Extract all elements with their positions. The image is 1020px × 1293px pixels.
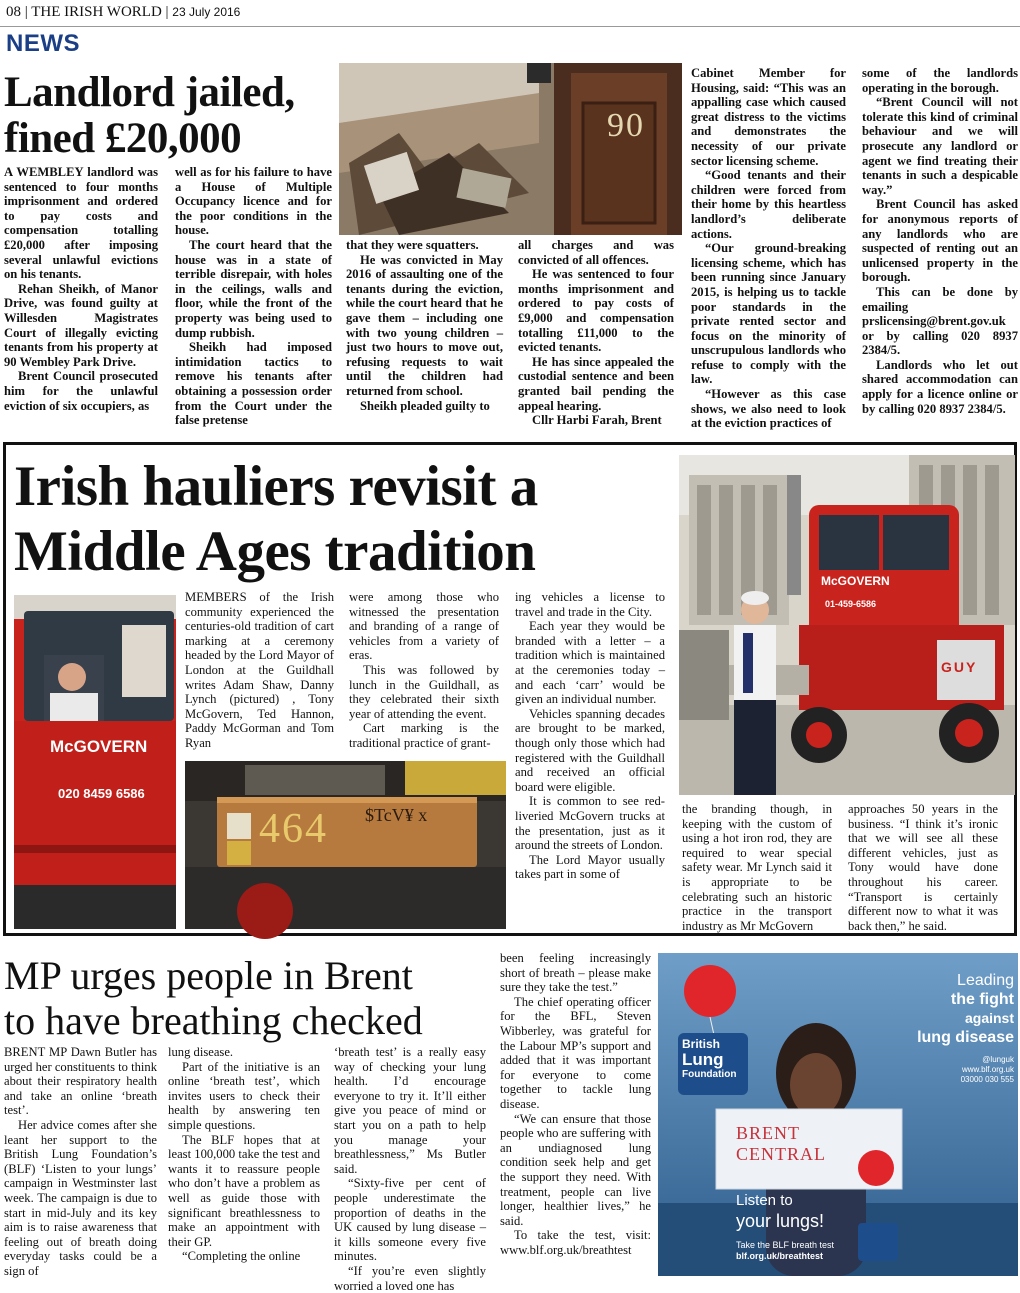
paragraph: MEMBERS of the Irish community experienced the centuries-old tradition of cart marking at a ceremony headed by the Lord Mayor of London at the Guildhall writes Adam Shaw, Danny Lynch (pictured) , Tony McGovern, Ted Hannon, Paddy McGorman and Tom Ryan	[185, 590, 334, 750]
story2-column-5	[848, 802, 998, 933]
story2-headline: Irish hauliers revisit a Middle Ages tradition	[14, 455, 538, 583]
paragraph: lung disease.	[168, 1045, 234, 1059]
truck-company-phone: 020 8459 6586	[58, 786, 145, 801]
truck-livery-phone: 01-459-6586	[825, 599, 877, 609]
page-number: 08	[6, 4, 21, 20]
paragraph: all charges and was convicted of all offences.	[518, 238, 674, 267]
mcgovern-truck-photo	[14, 595, 176, 929]
truck-livery-name: McGOVERN	[821, 574, 890, 588]
poster-campaign-title: Listen to your lungs!	[736, 1192, 825, 1231]
story1-column-5	[691, 66, 846, 431]
paragraph: He was sentenced to four months imprisonment and ordered to pay costs of £9,000 and compensation totalling £11,000 to the evicted tenants.	[518, 267, 674, 355]
paragraph: the branding though, in keeping with the custom of using a hot iron rod, they are required to wear special safety wear. Mr Lynch said it is appropriate to be celebrating such an historic practice in the transport industry as Mr McGovern	[682, 802, 832, 933]
paragraph: that they were squatters.	[346, 238, 479, 252]
story3-column-1	[4, 1045, 157, 1279]
board-art	[185, 761, 506, 929]
section-label: NEWS	[6, 30, 80, 57]
paragraph: A WEMBLEY landlord was sentenced to four months imprisonment and ordered to pay costs and compensation totalling £20,000 after imposing several unlawful evictions on his tenants.	[4, 165, 158, 282]
board-brand-marks: $TcV¥ x	[365, 805, 428, 825]
paragraph: “If you’re even slightly worried a loved one has	[334, 1263, 486, 1293]
blf-campaign-photo	[658, 953, 1018, 1276]
story1-column-6	[862, 66, 1018, 416]
paragraph: approaches 50 years in the business. “I think it’s ironic that we will see all these different vehicles, just as Tony would have done throughout his career. “Transport is certainly different now to what it was back then,” he said.	[848, 802, 998, 933]
paragraph: He was convicted in May 2016 of assaulting one of the tenants during the eviction, while the court heard that he gave them – including one with two young children – just two hours to move out, refusing requests to wait until the children had returned from school.	[346, 252, 503, 398]
paper-name: THE IRISH WORLD	[31, 4, 162, 20]
paragraph: Her advice comes after she leant her support to the British Lung Foundation’s (BLF) ‘Listen to your lungs’ campaign in Westminster last week. The campaign is due to start in mid-July and its key aim is to raise awareness that feeling out of breath doing everyday tasks could be a sign of	[4, 1117, 157, 1278]
poster-contacts: @lunguk www.blf.org.uk 03000 030 555	[960, 1055, 1014, 1084]
paragraph: The BLF hopes that at least 100,000 take the test and wants it to reassure people who don’t have a problem as well as guide those with significant breathlessness to make an appointment with their GP.	[168, 1132, 320, 1249]
story1-column-4	[518, 238, 674, 428]
paragraph: The Lord Mayor usually takes part in some of	[515, 852, 665, 882]
paragraph: “Good tenants and their children were forced from their home by this heartless landlord’s deliberate actions.	[691, 168, 846, 241]
issue-date: 23 July 2016	[172, 5, 241, 19]
paragraph: “Completing the online	[182, 1249, 301, 1264]
eviction-photo-art	[339, 63, 682, 235]
paragraph: It is common to see red-liveried McGovern trucks at the presentation, just as it around the streets of London.	[515, 794, 665, 853]
page-header: 08 | THE IRISH WORLD | 23 July 2016	[6, 4, 241, 20]
story2-column-2	[349, 590, 499, 751]
paragraph: The court heard that the house was in a state of terrible disrepair, with holes in the ceilings, walls and floor, while the front of the property was being used to dump rubbish.	[175, 237, 332, 340]
story1-column-3	[346, 238, 503, 413]
paragraph: Sheikh pleaded guilty to	[360, 398, 490, 413]
story2-column-1	[185, 590, 334, 751]
paragraph: Each year they would be branded with a letter – a tradition which is maintained at the ceremonies today – and each ‘carr’ would be given an individual number.	[515, 619, 665, 707]
paragraph: been feeling increasingly short of breath – please make sure they take the test.”	[500, 951, 651, 995]
paragraph: Sheikh had imposed intimidation tactics to remove his tenants after obtaining a possession order from the Court under the false pretense	[175, 340, 332, 428]
paragraph: were among those who witnessed the presentation and branding of a range of vehicles from a variety of eras.	[349, 590, 499, 663]
story1-column-1	[4, 165, 158, 413]
door-number: 90	[607, 107, 645, 144]
mcgovern-truck-art	[14, 595, 176, 929]
paragraph: “However as this case shows, we also need to look at the eviction practices of	[691, 387, 846, 431]
paragraph: To take the test, visit: www.blf.org.uk/breathtest	[500, 1228, 651, 1257]
paragraph: “Sixty-five per cent of people underestimate the proportion of deaths in the UK caused by lung disease – it kills someone every five minutes.	[334, 1176, 486, 1264]
guy-truck-art	[679, 455, 1015, 795]
paragraph: Part of the initiative is an online ‘breath test’, which invites users to check their health by answering ten simple questions.	[168, 1059, 320, 1132]
paragraph: ‘breath test’ is a really easy way of checking your lung health. I’d encourage everyone to try it. It’ll either give you peace of mind or start you on a path to help you manage your breathlessness,” Ms Butler said.	[334, 1045, 486, 1176]
paragraph: Brent Council has asked for anonymous reports of any landlords who are suspected of renting out an unlicensed property in the borough.	[862, 197, 1018, 285]
story2-column-4	[682, 802, 832, 933]
eviction-photo	[339, 63, 682, 235]
story3-column-2	[168, 1045, 320, 1264]
truck-badge: GUY	[941, 659, 978, 675]
cart-marking-board-photo	[185, 761, 506, 929]
constituency-sign: BRENT CENTRAL	[736, 1123, 826, 1164]
paragraph: The chief operating officer for the BFL, Steven Wibberley, was grateful for the Labour MP’s support and added that it was important for everyone to come together to tackle lung disease.	[500, 994, 651, 1111]
paragraph: This was followed by lunch in the Guildhall, as they celebrated their sixth year of attending the event.	[349, 662, 499, 721]
paragraph: Cllr Harbi Farah, Brent	[532, 413, 662, 428]
paragraph: Cart marking is the traditional practice of grant-	[349, 721, 499, 750]
story2-column-3	[515, 590, 665, 882]
paragraph: some of the landlords operating in the borough.	[862, 66, 1018, 95]
truck-company-name: McGOVERN	[50, 737, 148, 756]
paragraph: This can be done by emailing prslicensing@brent.gov.uk or by calling 020 8937 2384/5.	[862, 284, 1018, 358]
paragraph: Rehan Sheikh, of Manor Drive, was found guilty at Willesden Magistrates Court of illegally evicting tenants from his property at 90 Wembley Park Drive.	[4, 281, 158, 369]
paragraph: BRENT MP Dawn Butler has urged her constituents to think about their respiratory health and take an online ‘breath test’.	[4, 1045, 157, 1118]
header-rule	[0, 26, 1020, 27]
paragraph: well as for his failure to have a House of Multiple Occupancy licence and for the poor conditions in the house.	[175, 165, 332, 238]
story3-column-3	[334, 1045, 486, 1293]
paragraph: Landlords who let out shared accommodation can apply for a licence online or by calling 020 8937 2384/5.	[862, 357, 1018, 416]
guy-truck-photo	[679, 455, 1015, 795]
paragraph: Brent Council prosecuted him for the unlawful eviction of six occupiers, as	[4, 369, 158, 413]
story1-headline: Landlord jailed, fined £20,000	[4, 69, 295, 162]
paragraph: Vehicles spanning decades are brought to be marked, though only those which had registered with the Guildhall and received an official board were eligible.	[515, 706, 665, 794]
paragraph: ing vehicles a license to travel and trade in the City.	[515, 590, 665, 619]
story3-headline: MP urges people in Brent to have breathing checked	[4, 953, 423, 1043]
paragraph: “We can ensure that those people who are suffering with an undiagnosed lung condition seek help and get the support they need. With treatment, people can live longer, healthier lives,” he said.	[500, 1111, 651, 1228]
paragraph: “Our ground-breaking licensing scheme, which has been running since January 2015, is helping us to tackle poor standards in the private rented sector and focus on the minority of unscrupulous landlords who refuse to comply with the law.	[691, 241, 846, 387]
paragraph: He has since appealed the custodial sentence and been granted bail pending the appeal hearing.	[518, 354, 674, 413]
blf-logo: British Lung Foundation	[682, 1037, 737, 1080]
poster-test-link: Take the BLF breath test blf.org.uk/breathtest	[736, 1240, 835, 1261]
paragraph: “Brent Council will not tolerate this kind of criminal behaviour and we will prosecute any landlord or agent we find treating their tenants in such a despicable way.”	[862, 95, 1018, 197]
poster-tagline: Leading the fight against lung disease	[917, 972, 1014, 1046]
story3-column-4	[500, 951, 651, 1257]
paragraph: Cabinet Member for Housing, said: “This was an appalling case which caused great distress to the victims and demonstrates the necessity of our private sector licensing scheme.	[691, 66, 846, 168]
story1-column-2	[175, 165, 332, 428]
board-number: 464	[259, 806, 328, 852]
